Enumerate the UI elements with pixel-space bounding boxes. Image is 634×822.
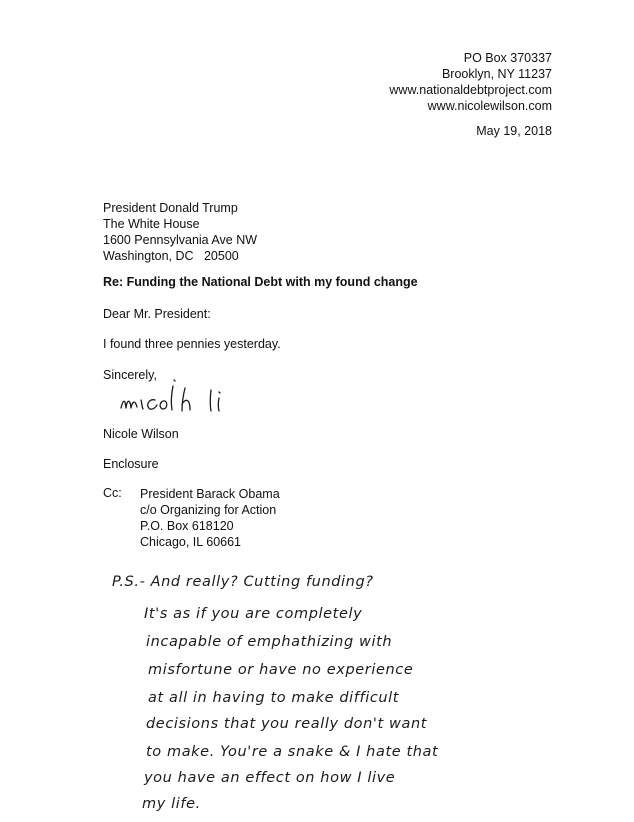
cc-po-box: P.O. Box 618120 bbox=[140, 519, 234, 533]
recipient-street: 1600 Pennsylvania Ave NW bbox=[103, 233, 258, 247]
sender-website-project: www.nationaldebtproject.com bbox=[389, 83, 552, 97]
sender-po-box: PO Box 370337 bbox=[463, 51, 552, 65]
postscript-line: It's as if you are completely bbox=[144, 606, 363, 622]
cc-city: Chicago, IL 60661 bbox=[140, 535, 242, 549]
recipient-address bbox=[103, 200, 257, 264]
body-paragraph: I found three pennies yesterday. bbox=[103, 337, 281, 351]
postscript-line: decisions that you really don't want bbox=[146, 716, 428, 732]
postscript-line: to make. You're a snake & I hate that bbox=[146, 744, 439, 760]
cc-address bbox=[140, 486, 280, 550]
postscript-line: my life. bbox=[142, 796, 201, 812]
recipient-name: President Donald Trump bbox=[103, 201, 238, 215]
enclosure-note: Enclosure bbox=[103, 457, 159, 471]
salutation: Dear Mr. President: bbox=[103, 307, 211, 321]
postscript-line: you have an effect on how I live bbox=[144, 770, 396, 786]
recipient-line-2: The White House bbox=[103, 217, 200, 231]
closing: Sincerely, bbox=[103, 368, 157, 382]
signer-name: Nicole Wilson bbox=[103, 427, 179, 441]
cc-line-2: c/o Organizing for Action bbox=[140, 503, 277, 517]
sender-website-personal: www.nicolewilson.com bbox=[427, 99, 552, 113]
sender-city: Brooklyn, NY 11237 bbox=[441, 67, 552, 81]
postscript-line: misfortune or have no experience bbox=[148, 662, 414, 678]
recipient-city: Washington, DC 20500 bbox=[103, 249, 239, 263]
subject-line: Re: Funding the National Debt with my found change bbox=[103, 275, 418, 289]
postscript-line: at all in having to make difficult bbox=[148, 690, 400, 706]
letter-date: May 19, 2018 bbox=[476, 124, 552, 138]
cc-name: President Barack Obama bbox=[140, 487, 280, 501]
sender-address bbox=[389, 50, 552, 114]
postscript-line: P.S.- And really? Cutting funding? bbox=[112, 574, 374, 590]
postscript-line: incapable of emphathizing with bbox=[146, 634, 393, 650]
cc-label: Cc: bbox=[103, 486, 122, 500]
handwritten-signature bbox=[115, 378, 275, 422]
